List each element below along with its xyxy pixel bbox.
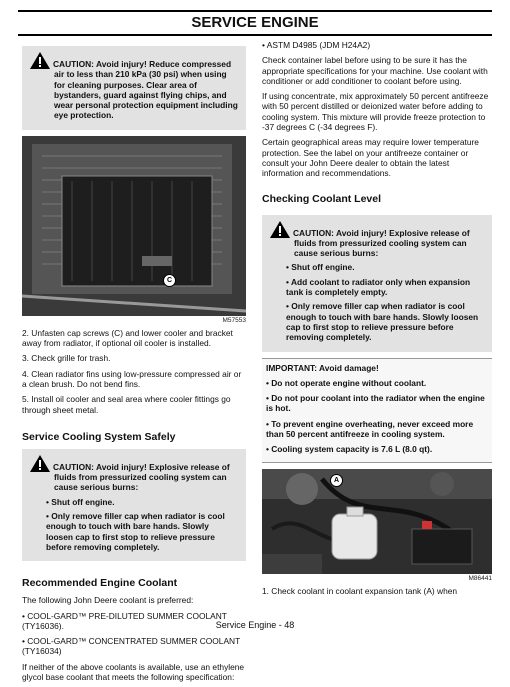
important-bullet-1: • Do not operate engine without coolant. <box>266 377 427 388</box>
coolant-item-1: • COOL-GARD™ PRE-DILUTED SUMMER COOLANT (TY16036). <box>22 610 227 631</box>
warning-icon <box>30 52 50 69</box>
warning-icon <box>30 455 50 472</box>
step-5: 5. Install oil cooler and seal area where cooler fittings go through sheet metal. <box>22 394 231 415</box>
figure-label-1: M57553 <box>222 316 246 324</box>
bullet-add-coolant: • Add coolant to radiator only when expansion tank is completely empty. <box>286 276 471 298</box>
engine-photo <box>262 469 492 574</box>
page-header: SERVICE ENGINE <box>18 10 492 36</box>
important-bullet-2: • Do not pour coolant into the radiator when the engine is hot. <box>266 393 485 414</box>
step-3: 3. Check grille for trash. <box>22 353 111 364</box>
caution-text: CAUTION: Avoid injury! Explosive release of fluids from pressurized cooling system can cause serious burns: <box>53 461 230 493</box>
step-2: 2. Unfasten cap screws (C) and lower cooler and bracket away from radiator, if optional oil cooler is installed. <box>22 327 233 349</box>
left-column <box>22 40 246 687</box>
page-footer: Service Engine - 48 <box>215 620 295 630</box>
caution-text: CAUTION: Avoid injury! Explosive release of fluids from pressurized cooling system can cause serious burns: <box>293 227 470 259</box>
bullet-shut-off: • Shut off engine. <box>286 262 355 273</box>
bullet-filler-cap: • Only remove filler cap when radiator is cool enough to touch with bare hands. Slowly loosen cap to first stop to relieve pressure before removing completely. <box>46 511 225 552</box>
callout-c: C <box>163 274 176 287</box>
important-title: IMPORTANT: Avoid damage! <box>266 362 379 373</box>
callout-a: A <box>330 474 343 487</box>
important-box <box>262 358 492 463</box>
important-bullet-4: • Cooling system capacity is 7.6 L (8.0 qt). <box>266 444 433 455</box>
caution-box-compressed-air <box>22 46 246 130</box>
radiator-photo <box>22 136 246 316</box>
para-concentrate: If using concentrate, mix approximately 50 percent antifreeze with 50 percent distilled or deionized water before adding to cooling system. This mixture will provide freeze protection to -37 degrees C (-34 degrees F). <box>262 91 489 133</box>
figure-label-2: M86441 <box>468 574 492 582</box>
coolant-intro: The following John Deere coolant is preferred: <box>22 595 194 606</box>
caution-text: CAUTION: Avoid injury! Reduce compressed air to less than 210 kPa (30 psi) when using for cleaning purposes. Clear area of bystanders, guard against flying chips, and wear personal protection equipment including eye protection. <box>53 59 238 121</box>
section-title-recommended-coolant: Recommended Engine Coolant <box>22 577 178 590</box>
step-1: 1. Check coolant in coolant expansion tank (A) when <box>262 585 458 596</box>
bullet-filler-cap: • Only remove filler cap when radiator is cool enough to touch with bare hands. Slowly loosen cap to first stop to relieve pressure before removing completely. <box>286 301 479 343</box>
spec-astm: • ASTM D4985 (JDM H24A2) <box>262 40 371 50</box>
caution-box-cooling <box>22 449 246 561</box>
warning-icon <box>270 221 290 238</box>
section-title-checking-coolant: Checking Coolant Level <box>262 192 382 205</box>
right-column <box>262 40 492 601</box>
section-title-service-cooling: Service Cooling System Safely <box>22 430 176 443</box>
coolant-item-2: • COOL-GARD™ CONCENTRATED SUMMER COOLANT (TY16034) <box>22 636 241 657</box>
para-container-label: Check container label before using to be sure it has the appropriate specifications for your machine. Use coolant with conditioner or add conditioner to coolant before using. <box>262 55 488 86</box>
coolant-closing: If neither of the above coolants is available, use an ethylene glycol base coolant that meets the following specification: <box>22 661 245 683</box>
radiator-illustration <box>22 136 246 316</box>
para-geographic: Certain geographical areas may require lower temperature protection. See the label on your antifreeze container or consult your John Deere dealer to obtain the latest information and recommendations. <box>262 137 479 179</box>
bullet-shut-off: • Shut off engine. <box>46 496 115 507</box>
important-bullet-3: • To prevent engine overheating, never exceed more than 50 percent antifreeze in cooling system. <box>266 418 474 440</box>
engine-illustration <box>262 469 492 574</box>
step-4: 4. Clean radiator fins using low-pressure compressed air or a clean brush. Do not bend fins. <box>22 368 242 389</box>
caution-box-checking <box>262 215 492 352</box>
